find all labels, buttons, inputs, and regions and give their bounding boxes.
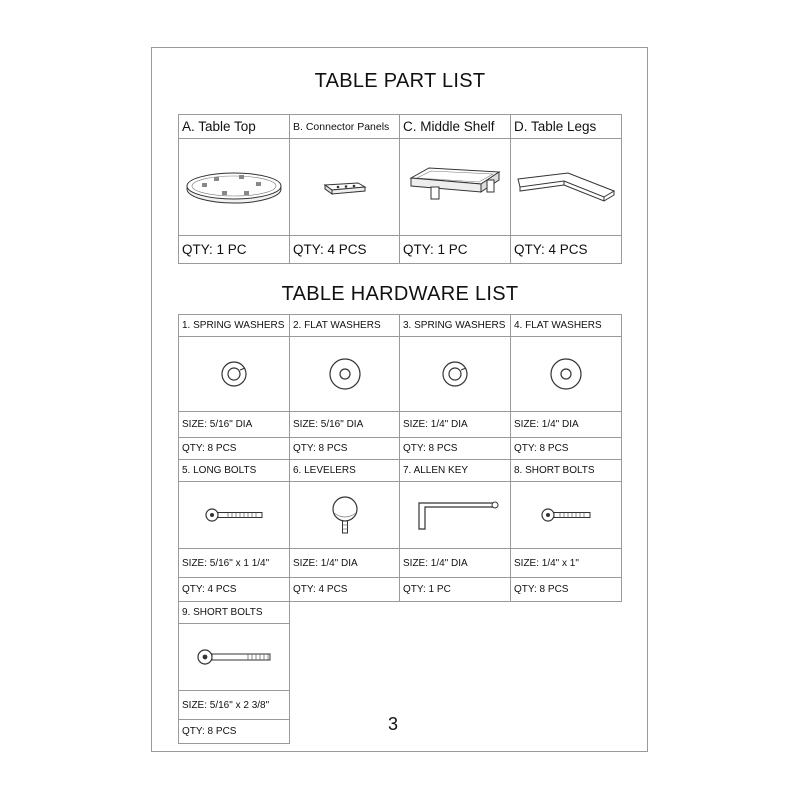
hardware-1-header: 1. SPRING WASHERS	[179, 315, 290, 337]
hardware-2-header: 2. FLAT WASHERS	[290, 315, 400, 337]
hardware-1-size: SIZE: 5/16" DIA	[179, 412, 290, 438]
part-b-qty: QTY: 4 PCS	[290, 236, 400, 264]
flat-washer-icon	[548, 356, 584, 392]
hardware-6-qty: QTY: 4 PCS	[290, 578, 400, 602]
part-b-image-cell	[290, 139, 400, 236]
part-b-header: B. Connector Panels	[290, 115, 400, 139]
hardware-9-header: 9. SHORT BOLTS	[179, 602, 290, 624]
hardware-4-header: 4. FLAT WASHERS	[511, 315, 622, 337]
hardware-3-size: SIZE: 1/4" DIA	[400, 412, 511, 438]
spring-washer-icon	[440, 359, 470, 389]
allen-key-icon	[409, 495, 501, 535]
hardware-5-image-cell	[179, 482, 290, 549]
connector-panel-icon	[320, 175, 370, 199]
hardware-7-image-cell	[400, 482, 511, 549]
table-leg-icon	[514, 167, 618, 207]
hardware-3-qty: QTY: 8 PCS	[400, 438, 511, 460]
hardware-8-header: 8. SHORT BOLTS	[511, 460, 622, 482]
part-a-header: A. Table Top	[179, 115, 290, 139]
hardware-4-qty: QTY: 8 PCS	[511, 438, 622, 460]
hardware-6-size: SIZE: 1/4" DIA	[290, 549, 400, 578]
flat-washer-icon	[327, 356, 363, 392]
hardware-8-size: SIZE: 1/4" x 1"	[511, 549, 622, 578]
part-c-image-cell	[400, 139, 511, 236]
hardware-5-header: 5. LONG BOLTS	[179, 460, 290, 482]
hardware-5-size: SIZE: 5/16" x 1 1/4"	[179, 549, 290, 578]
hardware-9-qty: QTY: 8 PCS	[179, 720, 290, 744]
part-c-qty: QTY: 1 PC	[400, 236, 511, 264]
hardware-1-image-cell	[179, 337, 290, 412]
hardware-4-image-cell	[511, 337, 622, 412]
part-d-qty: QTY: 4 PCS	[511, 236, 622, 264]
hardware-9-image-cell	[179, 624, 290, 691]
hardware-5-qty: QTY: 4 PCS	[179, 578, 290, 602]
part-list-title: TABLE PART LIST	[314, 70, 486, 92]
short-bolt-icon	[540, 505, 592, 525]
short-bolt-icon	[196, 645, 272, 669]
page-number: 3	[388, 714, 399, 734]
spring-washer-icon	[219, 359, 249, 389]
part-a-image-cell	[179, 139, 290, 236]
part-d-header: D. Table Legs	[511, 115, 622, 139]
middle-shelf-icon	[405, 162, 505, 212]
hardware-4-size: SIZE: 1/4" DIA	[511, 412, 622, 438]
hardware-list-title: TABLE HARDWARE LIST	[281, 283, 519, 305]
hardware-8-image-cell	[511, 482, 622, 549]
part-list-table	[178, 114, 622, 264]
hardware-2-qty: QTY: 8 PCS	[290, 438, 400, 460]
part-a-qty: QTY: 1 PC	[179, 236, 290, 264]
hardware-9-size: SIZE: 5/16" x 2 3/8"	[179, 691, 290, 720]
leveler-icon	[328, 495, 362, 535]
hardware-3-image-cell	[400, 337, 511, 412]
table-top-icon	[184, 167, 284, 207]
hardware-2-size: SIZE: 5/16" DIA	[290, 412, 400, 438]
hardware-2-image-cell	[290, 337, 400, 412]
hardware-6-header: 6. LEVELERS	[290, 460, 400, 482]
part-c-header: C. Middle Shelf	[400, 115, 511, 139]
part-d-image-cell	[511, 139, 622, 236]
hardware-7-header: 7. ALLEN KEY	[400, 460, 511, 482]
hardware-list-table	[178, 314, 622, 744]
hardware-3-header: 3. SPRING WASHERS	[400, 315, 511, 337]
hardware-6-image-cell	[290, 482, 400, 549]
hardware-7-qty: QTY: 1 PC	[400, 578, 511, 602]
hardware-8-qty: QTY: 8 PCS	[511, 578, 622, 602]
long-bolt-icon	[204, 505, 264, 525]
hardware-7-size: SIZE: 1/4" DIA	[400, 549, 511, 578]
hardware-1-qty: QTY: 8 PCS	[179, 438, 290, 460]
